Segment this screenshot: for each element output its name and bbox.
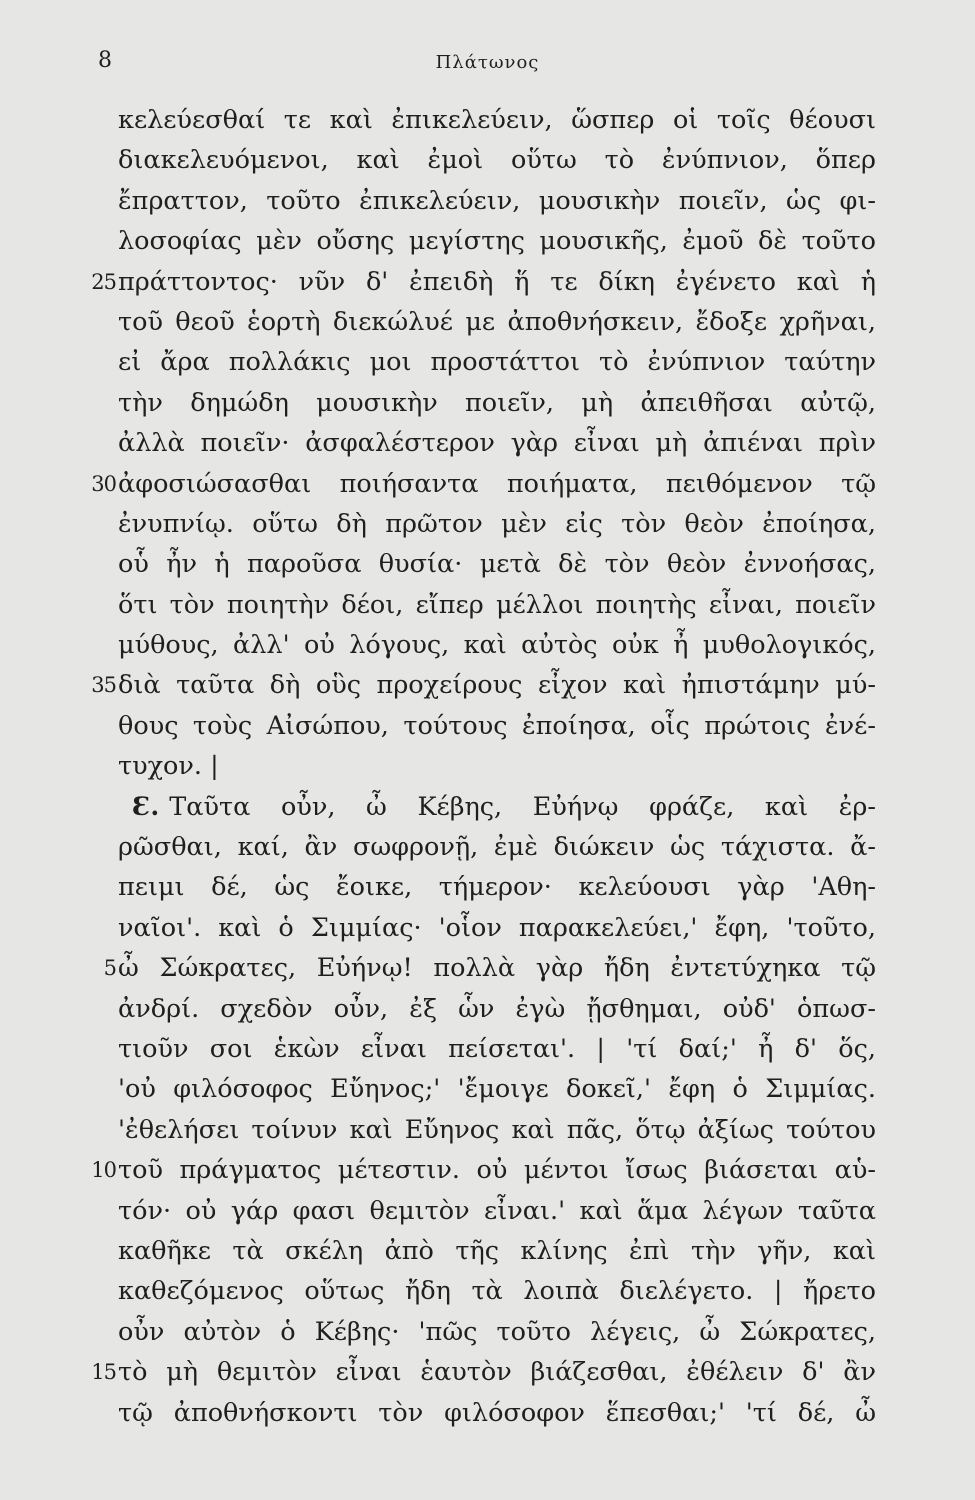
line-text: ρῶσθαι, καί, ἂν σωφρονῇ, ἐμὲ διώκειν ὡς τάχιστα. ἄ- — [118, 832, 876, 863]
page-header — [0, 48, 975, 88]
line-text: 'οὐ φιλόσοφος Εὔηνος;' 'ἔμοιγε δοκεῖ,' ἔφη ὁ Σιμμίας. — [118, 1074, 876, 1105]
text-line — [0, 140, 975, 180]
text-line — [0, 1029, 975, 1069]
text-line — [0, 262, 975, 302]
text-line — [0, 181, 975, 221]
text-line — [0, 908, 975, 948]
line-number: 15 — [91, 1360, 116, 1385]
line-text: ἀφοσιώσασθαι ποιήσαντα ποιήματα, πειθόμενον τῷ — [118, 468, 876, 499]
text-line — [0, 544, 975, 584]
text-line — [0, 1393, 975, 1433]
line-text: τόν· οὐ γάρ φασι θεμιτὸν εἶναι.' καὶ ἅμα λέγων ταῦτα — [118, 1195, 876, 1226]
line-text — [132, 787, 876, 827]
page-number: 8 — [98, 48, 112, 73]
text-line — [0, 787, 975, 827]
line-text: ἀλλὰ ποιεῖν· ἀσφαλέστερον γὰρ εἶναι μὴ ἀπιέναι πρὶν — [118, 428, 876, 459]
text-line — [0, 867, 975, 907]
text-line — [0, 504, 975, 544]
line-text: ἔπραττον, τοῦτο ἐπικελεύειν, μουσικὴν ποιεῖν, ὡς φι- — [118, 185, 876, 216]
line-text: καθῆκε τὰ σκέλη ἀπὸ τῆς κλίνης ἐπὶ τὴν γῆν, καὶ — [118, 1235, 876, 1266]
line-text: τὴν δημώδη μουσικὴν ποιεῖν, μὴ ἀπειθῆσαι αὐτῷ, — [118, 387, 876, 418]
line-text: τοῦ θεοῦ ἑορτὴ διεκώλυέ με ἀποθνήσκειν, ἔδοξε χρῆναι, — [118, 306, 876, 337]
text-line — [0, 948, 975, 988]
line-text: τὸ μὴ θεμιτὸν εἶναι ἑαυτὸν βιάζεσθαι, ἐθέλειν δ' ἂν — [118, 1357, 876, 1388]
line-text: εἰ ἄρα πολλάκις μοι προστάττοι τὸ ἐνύπνιον ταύτην — [118, 347, 876, 378]
line-text: ἐνυπνίῳ. οὕτω δὴ πρῶτον μὲν εἰς τὸν θεὸν ἐποίησα, — [118, 508, 876, 539]
line-text: καθεζόμενος οὕτως ἤδη τὰ λοιπὰ διελέγετο. | ἤρετο — [118, 1276, 876, 1307]
text-line — [0, 1069, 975, 1109]
line-text: ὅτι τὸν ποιητὴν δέοι, εἴπερ μέλλοι ποιητὴς εἶναι, ποιεῖν — [118, 589, 876, 620]
line-text: ἀνδρί. σχεδὸν οὖν, ἐξ ὧν ἐγὼ ᾔσθημαι, οὐδ' ὁπωσ- — [118, 993, 876, 1024]
line-number: 5 — [103, 956, 116, 981]
line-number: 10 — [91, 1158, 116, 1183]
line-text: οὗ ἦν ἡ παροῦσα θυσία· μετὰ δὲ τὸν θεὸν ἐννοήσας, — [118, 549, 876, 580]
section-number: Ɛ. — [132, 791, 160, 822]
line-text: 'ἐθελήσει τοίνυν καὶ Εὔηνος καὶ πᾶς, ὅτῳ ἀξίως τούτου — [118, 1114, 876, 1145]
line-text: πράττοντος· νῦν δ' ἐπειδὴ ἥ τε δίκη ἐγένετο καὶ ἡ — [118, 266, 876, 297]
text-line — [0, 1191, 975, 1231]
line-text: λοσοφίας μὲν οὔσης μεγίστης μουσικῆς, ἐμοῦ δὲ τοῦτο — [118, 226, 876, 257]
text-line — [0, 1352, 975, 1392]
line-text: διὰ ταῦτα δὴ οὓς προχείρους εἶχον καὶ ἠπιστάμην μύ- — [118, 670, 876, 701]
line-text: ὦ Σώκρατες, Εὐήνῳ! πολλὰ γὰρ ἤδη ἐντετύχηκα τῷ — [118, 953, 876, 984]
text-line — [0, 1231, 975, 1271]
line-text: κελεύεσθαί τε καὶ ἐπικελεύειν, ὥσπερ οἱ τοῖς θέουσι — [118, 105, 876, 135]
line-text: τιοῦν σοι ἑκὼν εἶναι πείσεται'. | 'τί δαί;' ἦ δ' ὅς, — [118, 1033, 876, 1064]
line-text: μύθους, ἀλλ' οὐ λόγους, καὶ αὐτὸς οὐκ ἦ μυθολογικός, — [118, 630, 876, 661]
text-line — [0, 221, 975, 261]
text-line — [0, 302, 975, 342]
text-line — [0, 423, 975, 463]
text-line — [0, 585, 975, 625]
line-number: 25 — [91, 269, 116, 294]
text-line — [0, 1271, 975, 1311]
text-line — [0, 625, 975, 665]
text-line — [0, 665, 975, 705]
line-text: τυχον. | — [118, 751, 219, 782]
text-line — [0, 464, 975, 504]
text-line — [0, 100, 975, 140]
running-title: Πλάτωνος — [435, 52, 540, 73]
text-line — [0, 706, 975, 746]
line-number: 30 — [91, 471, 116, 496]
text-line — [0, 383, 975, 423]
line-text: τοῦ πράγματος μέτεστιν. οὐ μέντοι ἴσως βιάσεται αὑ- — [118, 1155, 876, 1186]
line-text: τῷ ἀποθνήσκοντι τὸν φιλόσοφον ἕπεσθαι;' 'τί δέ, ὦ — [118, 1397, 876, 1428]
line-body: Ταῦτα οὖν, ὦ Κέβης, Εὐήνῳ φράζε, καὶ ἐρ- — [169, 791, 876, 822]
line-text: διακελευόμενοι, καὶ ἐμοὶ οὕτω τὸ ἐνύπνιον, ὅπερ — [118, 145, 876, 176]
text-line — [0, 1110, 975, 1150]
text-line — [0, 1150, 975, 1190]
line-text: θους τοὺς Αἰσώπου, τούτους ἐποίησα, οἷς πρώτοις ἐνέ- — [118, 710, 876, 741]
text-line — [0, 746, 975, 786]
line-text: ναῖοι'. καὶ ὁ Σιμμίας· 'οἷον παρακελεύει,' ἔφη, 'τοῦτο, — [118, 912, 876, 943]
text-line — [0, 827, 975, 867]
text-line — [0, 342, 975, 382]
line-text: οὖν αὐτὸν ὁ Κέβης· 'πῶς τοῦτο λέγεις, ὦ Σώκρατες, — [118, 1316, 876, 1347]
text-line — [0, 1312, 975, 1352]
text-line — [0, 989, 975, 1029]
line-number: 35 — [91, 673, 116, 698]
line-text: πειμι δέ, ὡς ἔοικε, τήμερον· κελεύουσι γὰρ 'Αθη- — [118, 872, 876, 903]
text-body — [0, 100, 975, 1433]
